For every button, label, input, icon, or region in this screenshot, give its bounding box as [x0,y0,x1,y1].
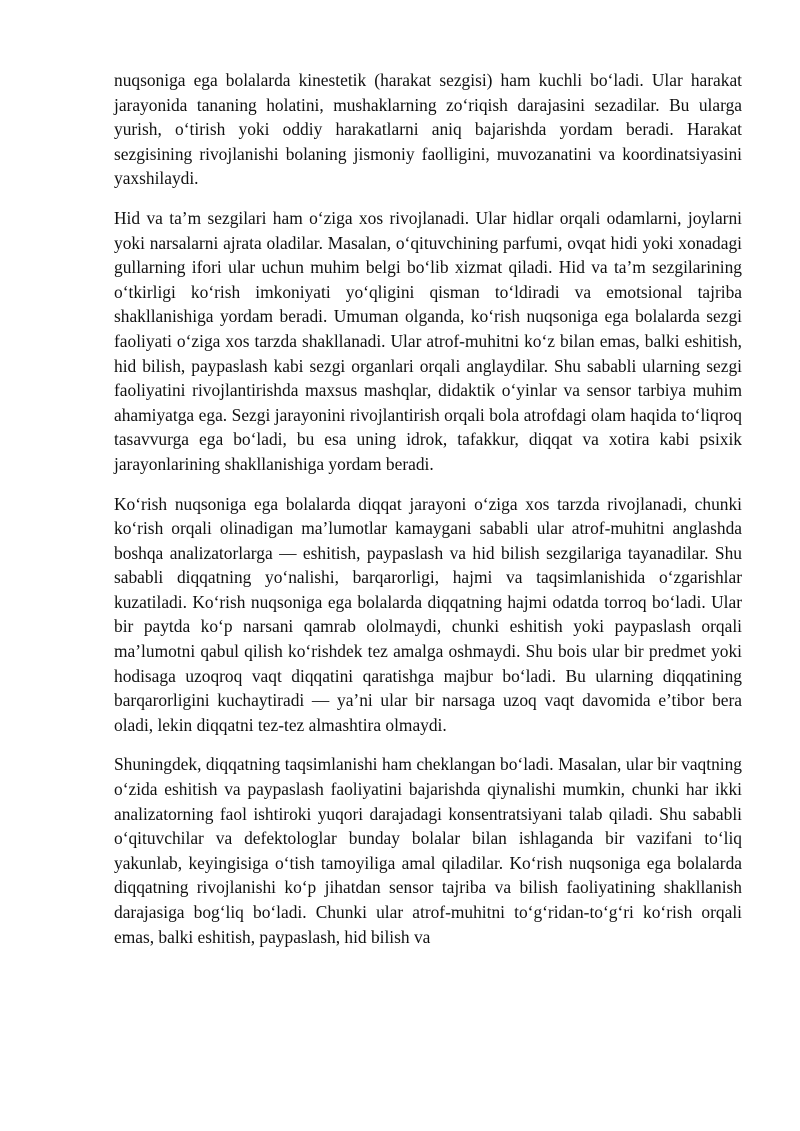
paragraph-3: Ko‘rish nuqsoniga ega bolalarda diqqat jarayoni o‘ziga xos tarzda rivojlanadi, chunki ko‘rish orqali olinadigan ma’lumotlar kamaygani sababli ular atrof-muhitni anglashda boshqa analizatorlarga — eshitish, paypaslash va hid bilish sezgilariga tayanadilar. Shu sababli diqqatning yo‘nalishi, barqarorligi, hajmi va taqsimlanishida o‘zgarishlar kuzatiladi. Ko‘rish nuqsoniga ega bolalarda diqqatning hajmi odatda torroq bo‘ladi. Ular bir paytda ko‘p narsani qamrab ololmaydi, chunki eshitish yoki paypaslash orqali ma’lumotni qabul qilish ko‘rishdek tez amalga oshmaydi. Shu bois ular bir predmet yoki hodisaga uzoqroq vaqt diqqatini qaratishga majbur bo‘ladi. Bu ularning diqqatining barqarorligini kuchaytiradi — ya’ni ular bir narsaga uzoq vaqt davomida e’tibor bera oladi, lekin diqqatni tez-tez almashtira olmaydi. [114,493,742,735]
document-page [114,68,742,964]
paragraph-4: Shuningdek, diqqatning taqsimlanishi ham cheklangan bo‘ladi. Masalan, ular bir vaqtning o‘zida eshitish va paypaslash faoliyatini bajarishda qiynalishi mumkin, chunki har ikki analizatorning faol ishtiroki yuqori darajadagi konsentratsiyani talab qiladi. Shu sababli o‘qituvchilar va defektologlar bunday bolalar bilan ishlaganda bir vazifani to‘liq yakunlab, keyingisiga o‘tish tamoyiliga amal qiladilar. Ko‘rish nuqsoniga ega bolalarda diqqatning rivojlanishi ko‘p jihatdan sensor tajriba va bilish faoliyatining shakllanish darajasiga bog‘liq bo‘ladi. Chunki ular atrof-muhitni to‘g‘ridan-to‘g‘ri ko‘rish orqali emas, balki eshitish, paypaslash, hid bilish va [114,754,742,947]
paragraph-1: nuqsoniga ega bolalarda kinestetik (harakat sezgisi) ham kuchli bo‘ladi. Ular harakat jarayonida tananing holatini, mushaklarning zo‘riqish darajasini sezadilar. Bu ularga yurish, o‘tirish yoki oddiy harakatlarni aniq bajarishda yordam beradi. Harakat sezgisining rivojlanishi bolaning jismoniy faolligini, muvozanatini va koordinatsiyasini yaxshilaydi. [114,70,742,189]
paragraph-2: Hid va ta’m sezgilari ham o‘ziga xos rivojlanadi. Ular hidlar orqali odamlarni, joylarni yoki narsalarni ajrata oladilar. Masalan, o‘qituvchining parfumi, ovqat hidi yoki xonadagi gullarning ifori ular uchun muhim belgi bo‘lib xizmat qiladi. Hid va ta’m sezgilarining o‘tkirligi ko‘rish imkoniyati yo‘qligini qisman to‘ldiradi va emotsional tajriba shakllanishiga yordam beradi. Umuman olganda, ko‘rish nuqsoniga ega bolalarda sezgi faoliyati o‘ziga xos tarzda shakllanadi. Ular atrof-muhitni ko‘z bilan emas, balki eshitish, hid bilish, paypaslash kabi sezgi organlari orqali anglaydilar. Shu sababli ularning sezgi faoliyatini rivojlantirishda maxsus mashqlar, didaktik o‘yinlar va sensor tarbiya muhim ahamiyatga ega. Sezgi jarayonini rivojlantirish orqali bola atrofdagi olam haqida to‘liqroq tasavvurga ega bo‘ladi, bu esa uning idrok, tafakkur, diqqat va xotira kabi psixik jarayonlarining shakllanishiga yordam beradi. [114,207,742,474]
